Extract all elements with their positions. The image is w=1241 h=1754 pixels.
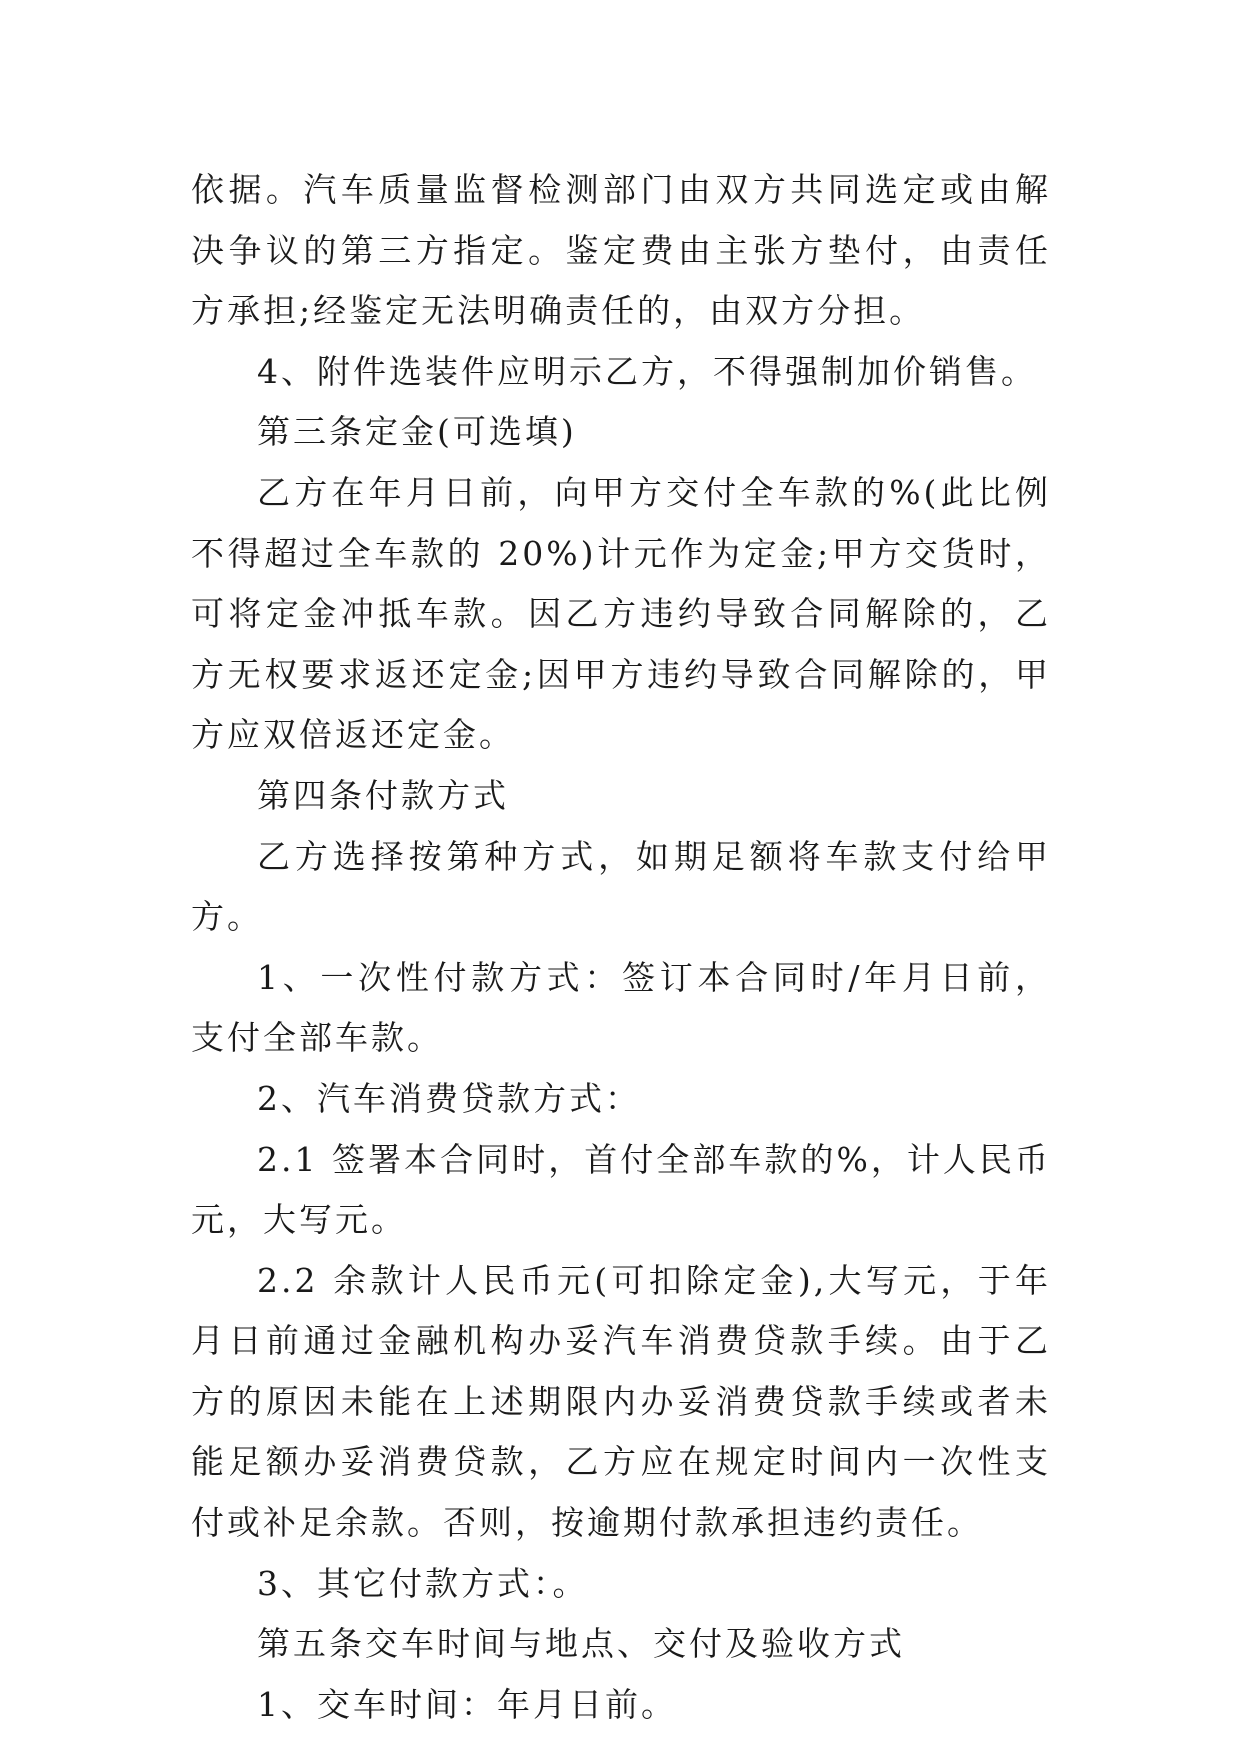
paragraph-item-4-accessories: 4、附件选装件应明示乙方，不得强制加价销售。 <box>257 351 1037 391</box>
paragraph-payment-option-2-2: 2.2 余款计人民币元(可扣除定金),大写元，于年月日前通过金融机构办妥汽车消费贷款手续。由于乙方的原因未能在上述期限内办妥消费贷款手续或者未能足额办妥消费贷款，乙方应在规定时间内一次性支付或补足余款。否则，按逾期付款承担违约责任。 <box>191 1260 1051 1543</box>
article-4-heading: 第四条付款方式 <box>257 775 509 815</box>
paragraph-payment-option-1: 1、一次性付款方式：签订本合同时/年月日前，支付全部车款。 <box>191 957 1051 1058</box>
article-3-heading: 第三条定金(可选填) <box>257 412 577 452</box>
paragraph-deposit-terms: 乙方在年月日前，向甲方交付全车款的%(此比例不得超过全车款的 20%)计元作为定金;甲方交货时，可将定金冲抵车款。因乙方违约导致合同解除的，乙方无权要求返还定金;因甲方违约导致合同解除的，甲方应双倍返还定金。 <box>191 472 1051 755</box>
paragraph-payment-option-3: 3、其它付款方式：。 <box>257 1563 589 1603</box>
paragraph-delivery-time: 1、交车时间：年月日前。 <box>257 1684 677 1724</box>
article-5-heading: 第五条交车时间与地点、交付及验收方式 <box>257 1624 905 1664</box>
paragraph-payment-option-2-1: 2.1 签署本合同时，首付全部车款的%，计人民币元，大写元。 <box>191 1139 1051 1240</box>
paragraph-payment-choice: 乙方选择按第种方式，如期足额将车款支付给甲方。 <box>191 836 1051 937</box>
document-body <box>191 160 1051 1735</box>
paragraph-payment-option-2: 2、汽车消费贷款方式： <box>257 1078 641 1118</box>
paragraph-continuation: 依据。汽车质量监督检测部门由双方共同选定或由解决争议的第三方指定。鉴定费由主张方垫付，由责任方承担;经鉴定无法明确责任的，由双方分担。 <box>191 170 1051 331</box>
